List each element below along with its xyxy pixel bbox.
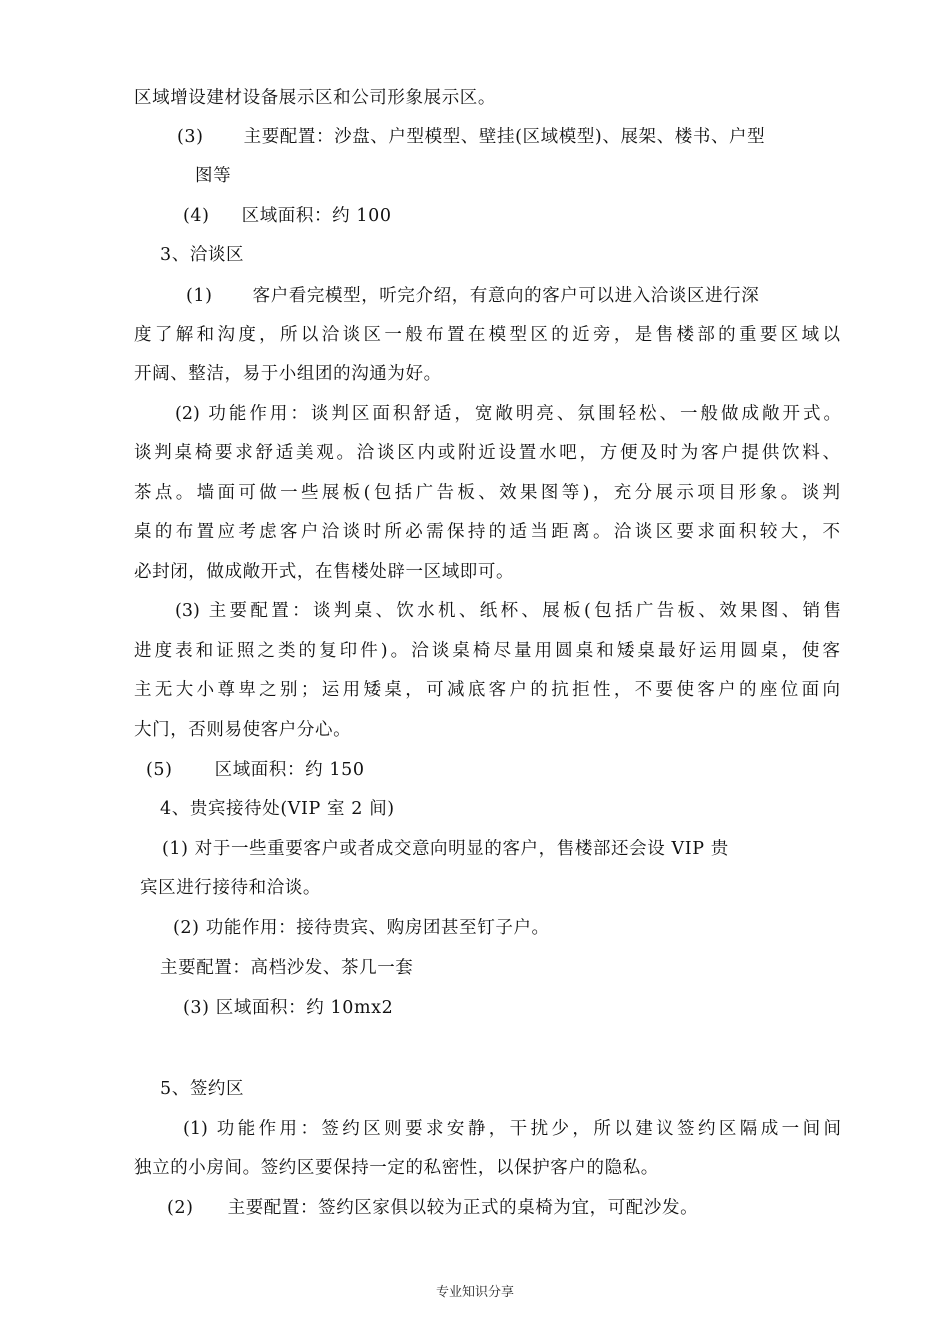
paragraph-line: (2) 功能作用：接待贵宾、购房团甚至钉子户。 bbox=[173, 918, 550, 938]
item-text: 区域面积：约 150 bbox=[214, 760, 365, 780]
item-text: 区域面积：约 100 bbox=[241, 206, 392, 226]
paragraph-line: (1) 对于一些重要客户或者成交意向明显的客户，售楼部还会设 VIP 贵 bbox=[162, 839, 729, 859]
paragraph-line: 进度表和证照之类的复印件)。洽谈桌椅尽量用圆桌和矮桌最好运用圆桌，使客 bbox=[134, 641, 840, 661]
paragraph-line: 图等 bbox=[195, 166, 232, 186]
list-item-header bbox=[146, 758, 365, 782]
paragraph-line: 桌的布置应考虑客户洽谈时所必需保持的适当距离。洽谈区要求面积较大，不 bbox=[134, 522, 840, 542]
section-heading: 5、签约区 bbox=[160, 1079, 245, 1099]
item-number: (5) bbox=[146, 760, 173, 780]
paragraph-line: 主要配置：高档沙发、茶几一套 bbox=[160, 958, 414, 978]
paragraph-line: 区域增设建材设备展示区和公司形象展示区。 bbox=[134, 88, 496, 108]
list-item-header bbox=[186, 284, 759, 308]
list-item-header bbox=[167, 1196, 698, 1220]
item-number: (4) bbox=[183, 206, 210, 226]
list-item-header bbox=[177, 125, 765, 149]
paragraph-line: 宾区进行接待和洽谈。 bbox=[140, 878, 321, 898]
paragraph-line: (2) 功能作用：谈判区面积舒适，宽敞明亮、氛围轻松、一般做成敞开式。 bbox=[175, 404, 841, 424]
paragraph-line: 度了解和沟度，所以洽谈区一般布置在模型区的近旁，是售楼部的重要区域以 bbox=[134, 325, 840, 345]
paragraph-line: 谈判桌椅要求舒适美观。洽谈区内或附近设置水吧，方便及时为客户提供饮料、 bbox=[134, 443, 840, 463]
paragraph-line: 必封闭，做成敞开式，在售楼处辟一区域即可。 bbox=[134, 562, 515, 582]
paragraph-line: 独立的小房间。签约区要保持一定的私密性，以保护客户的隐私。 bbox=[134, 1158, 659, 1178]
list-item-header bbox=[183, 204, 392, 228]
item-number: (1) bbox=[186, 286, 213, 306]
item-text: 主要配置：签约区家俱以较为正式的桌椅为宜，可配沙发。 bbox=[227, 1198, 699, 1218]
item-number: (2) bbox=[167, 1198, 194, 1218]
paragraph-line: 茶点。墙面可做一些展板(包括广告板、效果图等)，充分展示项目形象。谈判 bbox=[134, 483, 840, 503]
paragraph-line: 主无大小尊卑之别；运用矮桌，可减底客户的抗拒性，不要使客户的座位面向 bbox=[134, 680, 840, 700]
item-text: 主要配置：沙盘、户型模型、壁挂(区域模型)、展架、楼书、户型 bbox=[243, 127, 766, 147]
page-footer: 专业知识分享 bbox=[435, 1285, 514, 1300]
paragraph-line: 开阔、整洁，易于小组团的沟通为好。 bbox=[134, 364, 442, 384]
item-text: 客户看完模型，听完介绍，有意向的客户可以进入洽谈区进行深 bbox=[252, 286, 760, 306]
paragraph-line: 大门，否则易使客户分心。 bbox=[134, 720, 352, 740]
paragraph-line: (3) 区域面积：约 10mx2 bbox=[183, 998, 394, 1018]
item-number: (3) bbox=[177, 127, 204, 147]
paragraph-line: (3) 主要配置：谈判桌、饮水机、纸杯、展板(包括广告板、效果图、销售 bbox=[175, 601, 841, 621]
paragraph-line: (1) 功能作用：签约区则要求安静，干扰少，所以建议签约区隔成一间间 bbox=[183, 1119, 841, 1139]
section-heading: 4、贵宾接待处(VIP 室 2 间) bbox=[160, 799, 395, 819]
section-heading: 3、洽谈区 bbox=[160, 245, 245, 265]
